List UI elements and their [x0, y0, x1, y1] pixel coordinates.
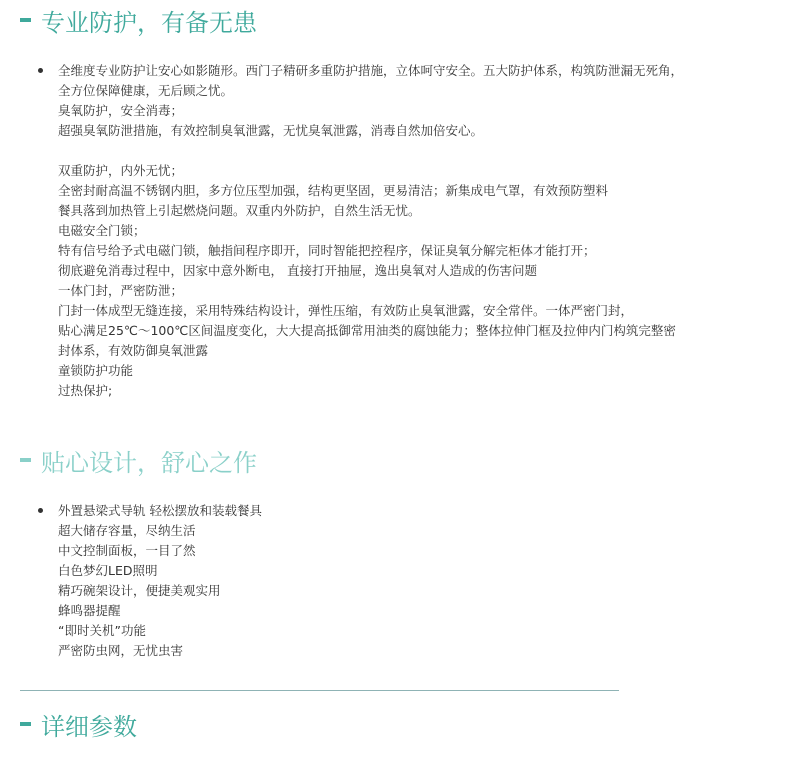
- list-item: 中文控制面板，一目了然: [58, 543, 196, 558]
- section-title-text: 贴心设计，舒心之作: [41, 448, 257, 477]
- list-item: 全维度专业防护让安心如影随形。西门子精研多重防护措施，立体呵守安全。五大防护体系，构筑防泄漏无死角，: [58, 63, 684, 78]
- section-title-text: 专业防护，有备无患: [41, 8, 257, 37]
- section-title-design: [20, 440, 257, 480]
- section-title-text: 详细参数: [41, 712, 137, 741]
- list-item: 全密封耐高温不锈钢内胆，多方位压型加强，结构更坚固，更易清洁；新集成电气罩，有效预防塑料: [58, 183, 609, 198]
- list-item: 臭氧防护，安全消毒；: [58, 103, 184, 118]
- list-item: 外置悬梁式导轨 轻松摆放和装载餐具: [58, 503, 262, 518]
- dash-icon: [20, 458, 31, 462]
- section-title-protection: [20, 0, 257, 40]
- list-item: 门封一体成型无缝连接，采用特殊结构设计，弹性压缩，有效防止臭氧泄露，安全常伴。一体严密门封，: [58, 303, 634, 318]
- section-divider: [20, 690, 619, 691]
- list-item: 贴心满足25℃～100℃区间温度变化，大大提高抵御常用油类的腐蚀能力；整体拉伸门框及拉伸内门构筑完整密: [58, 323, 676, 338]
- list-item: 精巧碗架设计，便捷美观实用: [58, 583, 221, 598]
- list-item: 一体门封，严密防泄；: [58, 283, 184, 298]
- list-item: 超强臭氧防泄措施，有效控制臭氧泄露，无忧臭氧泄露，消毒自然加倍安心。: [58, 123, 484, 138]
- list-item: 童锁防护功能: [58, 363, 134, 378]
- list-item: “即时关机”功能: [58, 623, 146, 638]
- dash-icon: [20, 18, 31, 22]
- list-item: 电磁安全门锁；: [58, 223, 146, 238]
- list-item: 严密防虫网，无忧虫害: [58, 643, 184, 658]
- list-item: 白色梦幻LED照明: [58, 563, 158, 578]
- list-item: 双重防护，内外无忧；: [58, 163, 184, 178]
- protection-list: [38, 61, 768, 401]
- dash-icon: [20, 722, 31, 726]
- list-item: 超大储存容量，尽纳生活: [58, 523, 196, 538]
- list-item: 彻底避免消毒过程中，因家中意外断电， 直接打开抽屉，逸出臭氧对人造成的伤害问题: [58, 263, 537, 278]
- design-list: [38, 501, 768, 661]
- bullet-icon: [38, 68, 43, 73]
- list-item: 过热保护;: [58, 383, 113, 398]
- list-item: 全方位保障健康，无后顾之忧。: [58, 83, 234, 98]
- list-item: 蜂鸣器提醒: [58, 603, 121, 618]
- bullet-icon: [38, 508, 43, 513]
- list-item: 特有信号给予式电磁门锁，触指间程序即开，同时智能把控程序，保证臭氧分解完柜体才能打开；: [58, 243, 596, 258]
- list-item: 餐具落到加热管上引起燃烧问题。双重内外防护，自然生活无忧。: [58, 203, 421, 218]
- section-title-specs: [20, 704, 137, 744]
- list-item: 封体系，有效防御臭氧泄露: [58, 343, 209, 358]
